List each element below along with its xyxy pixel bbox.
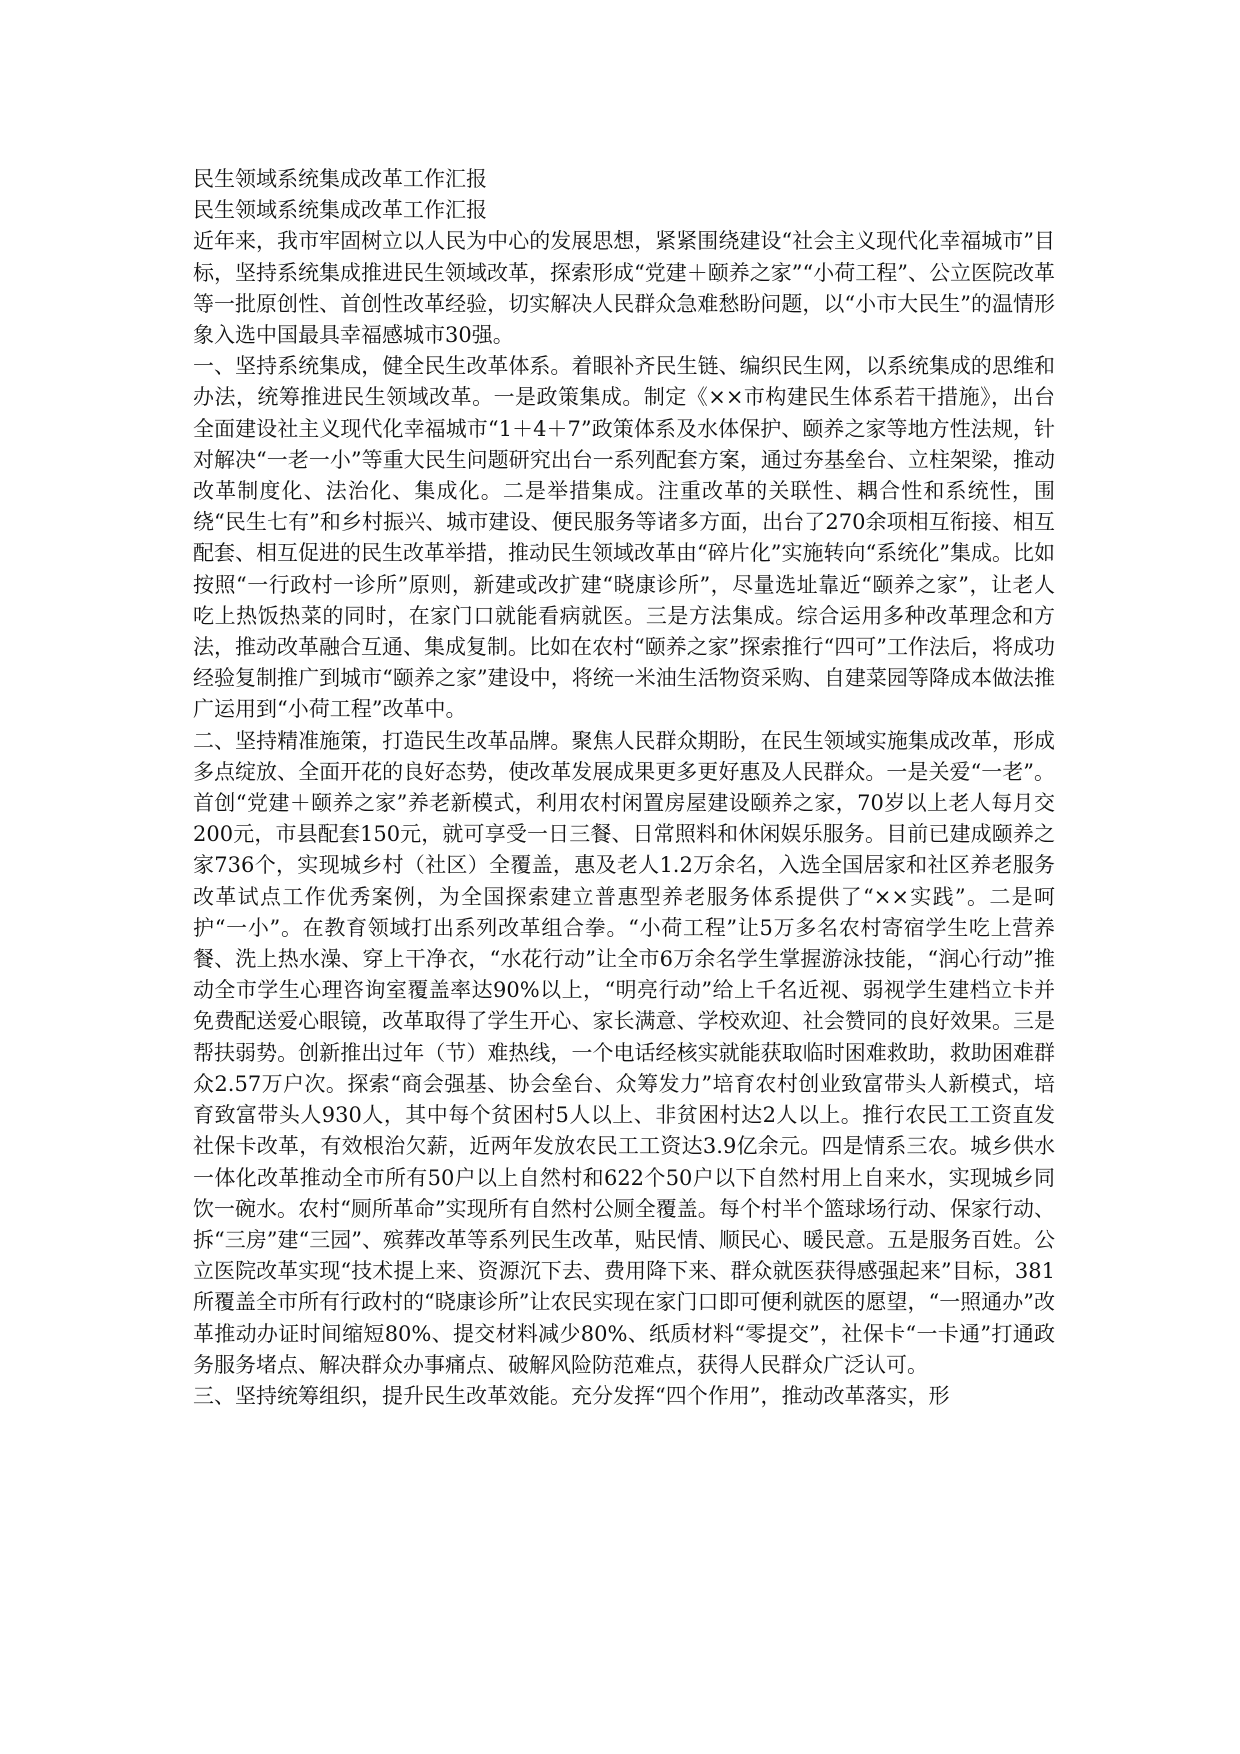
document-title-repeat: 民生领域系统集成改革工作汇报 [193,198,487,223]
document-title: 民生领域系统集成改革工作汇报 [193,167,487,191]
document-page [193,164,1055,1412]
section-2-paragraph: 二、坚持精准施策，打造民生改革品牌。聚焦人民群众期盼，在民生领域实施集成改革，形成多点绽放、全面开花的良好态势，使改革发展成果更多更好惠及人民群众。一是关爱“一老”。首创“党建＋颐养之家”养老新模式，利用农村闲置房屋建设颐养之家，70岁以上老人每月交200元，市县配套150元，就可享受一日三餐、日常照料和休闲娱乐服务。目前已建成颐养之家736个，实现城乡村（社区）全覆盖，惠及老人1.2万余名，入选全国居家和社区养老服务改革试点工作优秀案例，为全国探索建立普惠型养老服务体系提供了“××实践”。二是呵护“一小”。在教育领域打出系列改革组合拳。“小荷工程”让5万多名农村寄宿学生吃上营养餐、洗上热水澡、穿上干净衣，“水花行动”让全市6万余名学生掌握游泳技能，“润心行动”推动全市学生心理咨询室覆盖率达90%以上，“明亮行动”给上千名近视、弱视学生建档立卡并免费配送爱心眼镜，改革取得了学生开心、家长满意、学校欢迎、社会赞同的良好效果。三是帮扶弱势。创新推出过年（节）难热线，一个电话经核实就能获取临时困难救助，救助困难群众2.57万户次。探索“商会强基、协会垒台、众筹发力”培育农村创业致富带头人新模式，培育致富带头人930人，其中每个贫困村5人以上、非贫困村达2人以上。推行农民工工资直发社保卡改革，有效根治欠薪，近两年发放农民工工资达3.9亿余元。四是情系三农。城乡供水一体化改革推动全市所有50户以上自然村和622个50户以下自然村用上自来水，实现城乡同饮一碗水。农村“厕所革命”实现所有自然村公厕全覆盖。每个村半个篮球场行动、保家行动、拆“三房”建“三园”、殡葬改革等系列民生改革，贴民情、顺民心、暖民意。五是服务百姓。公立医院改革实现“技术提上来、资源沉下去、费用降下来、群众就医获得感强起来”目标，381所覆盖全市所有行政村的“晓康诊所”让农民实现在家门口即可便利就医的愿望，“一照通办”改革推动办证时间缩短80%、提交材料减少80%、纸质材料“零提交”，社保卡“一卡通”打通政务服务堵点、解决群众办事痛点、破解风险防范难点，获得人民群众广泛认可。 [193,728,1055,1377]
section-1-paragraph: 一、坚持系统集成，健全民生改革体系。着眼补齐民生链、编织民生网，以系统集成的思维和办法，统筹推进民生领域改革。一是政策集成。制定《××市构建民生体系若干措施》，出台全面建设社主义现代化幸福城市“1＋4＋7”政策体系及水体保护、颐养之家等地方性法规，针对解决“一老一小”等重大民生问题研究出台一系列配套方案，通过夯基垒台、立柱架梁，推动改革制度化、法治化、集成化。二是举措集成。注重改革的关联性、耦合性和系统性，围绕“民生七有”和乡村振兴、城市建设、便民服务等诸多方面，出台了270余项相互衔接、相互配套、相互促进的民生改革举措，推动民生领域改革由“碎片化”实施转向“系统化”集成。比如按照“一行政村一诊所”原则，新建或改扩建“晓康诊所”，尽量选址靠近“颐养之家”，让老人吃上热饭热菜的同时，在家门口就能看病就医。三是方法集成。综合运用多种改革理念和方法，推动改革融合互通、集成复制。比如在农村“颐养之家”探索推行“四可”工作法后，将成功经验复制推广到城市“颐养之家”建设中，将统一米油生活物资采购、自建菜园等降成本做法推广运用到“小荷工程”改革中。 [193,354,1055,722]
section-3-paragraph: 三、坚持统筹组织，提升民生改革效能。充分发挥“四个作用”，推动改革落实，形 [193,1383,950,1408]
intro-paragraph: 近年来，我市牢固树立以人民为中心的发展思想，紧紧围绕建设“社会主义现代化幸福城市”目标，坚持系统集成推进民生领域改革，探索形成“党建＋颐养之家”“小荷工程”、公立医院改革等一批原创性、首创性改革经验，切实解决人民群众急难愁盼问题，以“小市大民生”的温情形象入选中国最具幸福感城市30强。 [193,229,1055,348]
